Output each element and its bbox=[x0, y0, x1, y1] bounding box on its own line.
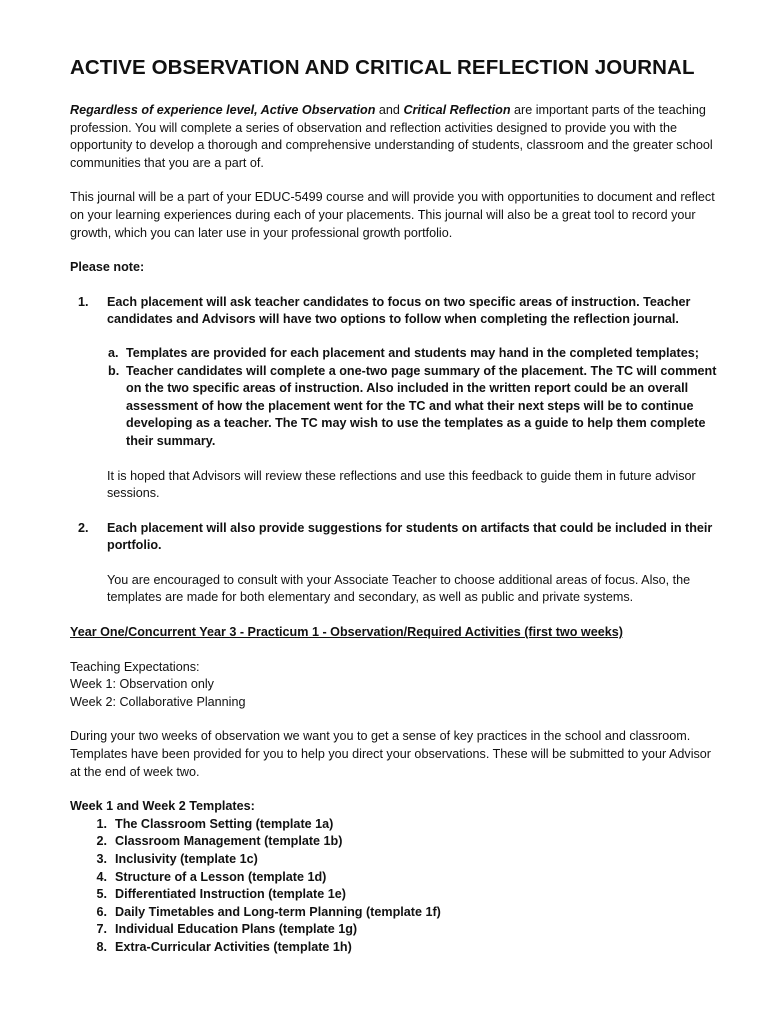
list-item: 1. Each placement will ask teacher candidates to focus on two specific areas of instruction. Teacher candidates and Advisors will have two options to follow when completing the reflection journal. a. Templates are provided for each placement and students may hand in the completed templates; b. Teacher candidates will complete a one-two page summary of the placement. The TC will comment on the two specific areas of instruction. Also included in the written report could be an overall assessment of how the placement went for the TC and what their next steps will be to continue developing as a teacher. The TC may wish to use the templates as a guide to help them complete their summary. It is hoped that Advisors will review these reflections and use this feedback to guide them in future advisor sessions. bbox=[70, 294, 720, 520]
template-item: 5. Differentiated Instruction (template 1e) bbox=[96, 887, 346, 902]
list-item: 2. Each placement will also provide suggestions for students on artifacts that could be included in their portfolio. You are encouraged to consult with your Associate Teacher to choose additional areas of focus. Also, the templates are made for both elementary and secondary, as well as public and private systems. bbox=[70, 520, 720, 607]
section-heading: Year One/Concurrent Year 3 - Practicum 1 - Observation/Required Activities (first two weeks) bbox=[70, 625, 623, 640]
template-item: 2. Classroom Management (template 1b) bbox=[96, 834, 343, 849]
templates-heading: Week 1 and Week 2 Templates: bbox=[70, 799, 255, 814]
advisor-note: It is hoped that Advisors will review these reflections and use this feedback to guide them in future advisor sessions. bbox=[107, 468, 696, 501]
intro-emphasis-2: Critical Reflection bbox=[403, 103, 511, 117]
expectation-week-1: Week 1: Observation only bbox=[70, 677, 214, 692]
document-body bbox=[70, 102, 720, 957]
templates-list bbox=[70, 816, 720, 957]
template-item: 3. Inclusivity (template 1c) bbox=[96, 852, 258, 866]
template-item: 6. Daily Timetables and Long-term Planning (template 1f) bbox=[96, 904, 441, 919]
options-list bbox=[70, 294, 720, 607]
intro-paragraph: Regardless of experience level, Active Observation and Critical Reflection are important parts of the teaching profession. You will complete a series of observation and reflection activities designed to provide you with the opportunity to develop a thorough and comprehensive understanding of students, classroom and the greater school communities that you are a part of. bbox=[70, 103, 713, 170]
intro-emphasis: Regardless of experience level, Active Observation bbox=[70, 103, 376, 117]
sub-options-list bbox=[107, 345, 720, 451]
encourage-note: You are encouraged to consult with your Associate Teacher to choose additional areas of focus. Also, the templates are made for both elementary and secondary, as well as public and private systems. bbox=[107, 572, 691, 605]
template-item: 4. Structure of a Lesson (template 1d) bbox=[96, 869, 327, 884]
template-item: 1. The Classroom Setting (template 1a) bbox=[96, 816, 334, 831]
template-item: 7. Individual Education Plans (template 1g) bbox=[96, 922, 358, 937]
expectations-label: Teaching Expectations: bbox=[70, 659, 200, 674]
sub-list-item: a. Templates are provided for each placement and students may hand in the completed templates; bbox=[108, 345, 699, 360]
course-paragraph: This journal will be a part of your EDUC-5499 course and will provide you with opportunities to document and reflect on your learning experiences during each of your placements. This journal will also be a great tool to record your growth, which you can later use in your professional growth portfolio. bbox=[70, 190, 715, 240]
please-note-heading: Please note: bbox=[70, 260, 145, 275]
list-item-text: Each placement will ask teacher candidates to focus on two specific areas of instruction. Teacher candidates and Advisors will have two options to follow when completing the reflection journal. bbox=[107, 294, 691, 327]
document-title: ACTIVE OBSERVATION AND CRITICAL REFLECTION JOURNAL bbox=[70, 56, 695, 79]
list-item-text: Each placement will also provide suggestions for students on artifacts that could be included in their portfolio. bbox=[107, 520, 713, 553]
template-item: 8. Extra-Curricular Activities (template 1h) bbox=[96, 939, 352, 954]
expectation-week-2: Week 2: Collaborative Planning bbox=[70, 694, 246, 709]
sub-list-item: b. Teacher candidates will complete a one-two page summary of the placement. The TC will comment on the two specific areas of instruction. Also included in the written report could be an overall assessment of how the placement went for the TC and what their next steps will be to continue developing as a teacher. The TC may wish to use the templates as a guide to help them complete their summary. bbox=[108, 363, 717, 448]
observation-paragraph: During your two weeks of observation we want you to get a sense of key practices in the school and classroom. Templates have been provided for you to help you direct your observations. These will be submitted to your Advisor at the end of week two. bbox=[70, 729, 712, 779]
